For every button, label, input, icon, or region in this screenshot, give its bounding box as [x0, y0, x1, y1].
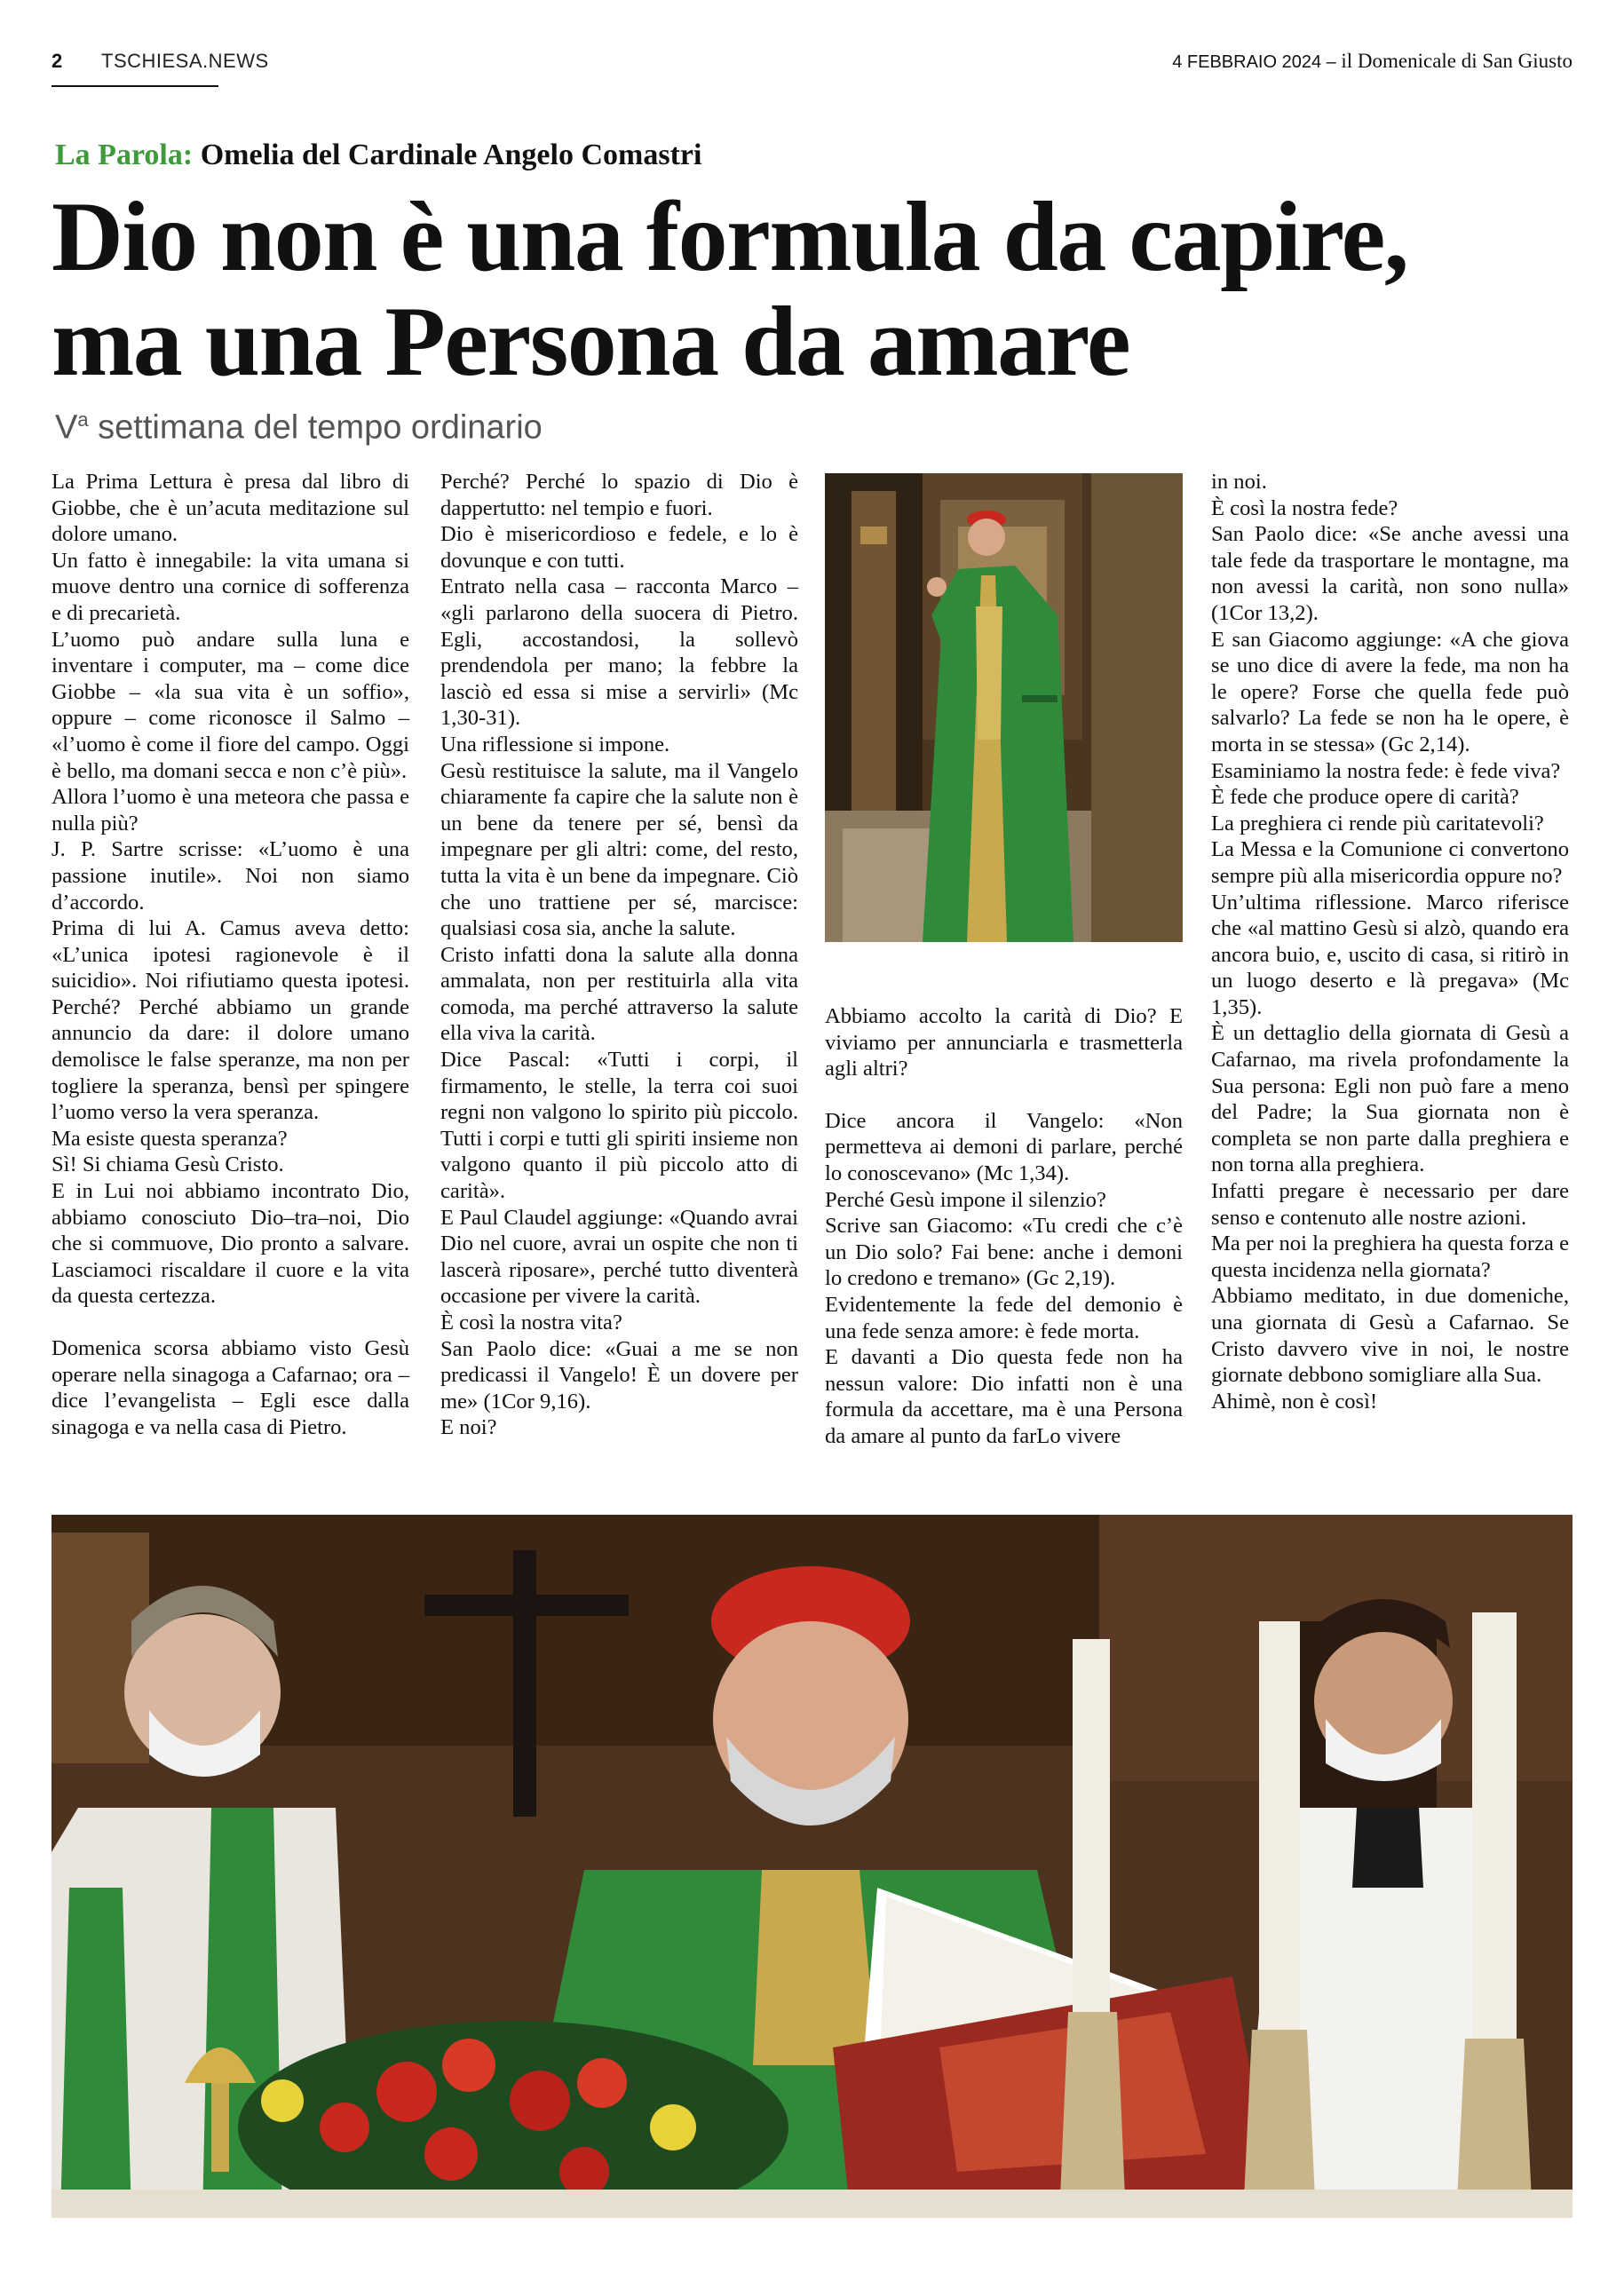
article-paragraph: Gesù restituisce la salute, ma il Vangelo chiaramente fa capire che la salute non è un bene da tenere per sé, bensì da impegnare per gli altri: come, del resto, tutta la vita è un bene da impegnare. Ciò che uno trattiene per sé, marcisce: qualsiasi cosa sia, anche la salute. — [440, 758, 798, 941]
page-number: 2 — [51, 50, 63, 72]
article-paragraph: Prima di lui A. Camus aveva detto: «L’unica ipotesi ragionevole è il suicidio». Noi rifiutiamo questa ipotesi. Perché? Perché abbiamo un grande annuncio da dare: il dolore umano demolisce le false speranze, ma non per togliere la speranza, bensì per spingere l’uomo verso la vera speranza. — [51, 916, 409, 1125]
article-paragraph: San Paolo dice: «Se anche avessi una tale fede da trasportare le montagne, ma non avessi la carità, non sono nulla» (1Cor 13,2). — [1211, 522, 1569, 625]
article-paragraph: La Messa e la Comunione ci convertono sempre più alla misericordia oppure no? — [1211, 837, 1569, 888]
publication-name: il Domenicale di San Giusto — [1341, 50, 1573, 72]
rubric-title: Omelia del Cardinale Angelo Comastri — [200, 139, 702, 171]
article-paragraph: E noi? — [440, 1415, 497, 1440]
article-paragraph: È un dettaglio della giornata di Gesù a Cafarnao, ma rivela profondamente la Sua persona: Egli non può fare a meno del Padre; la Sua giornata non è completa se non parte dalla preghiera e non torna alla preghiera. — [1211, 1021, 1569, 1177]
article-paragraph: È così la nostra fede? — [1211, 495, 1398, 520]
article-paragraph: Domenica scorsa abbiamo visto Gesù operare nella sinagoga a Cafarnao; ora – dice l’evangelista – Egli esce dalla sinagoga e va nella casa di Pietro. — [51, 1336, 409, 1439]
article-paragraph: Ma esiste questa speranza? — [51, 1126, 288, 1151]
article-paragraph: L’uomo può andare sulla luna e inventare i computer, ma – come dice Giobbe – «la sua vita è un soffio», oppure – come riconosce il Salmo – «l’uomo è come il fiore del campo. Oggi è bello, ma domani secca e non c’è più». — [51, 627, 409, 783]
article-paragraph: E in Lui noi abbiamo incontrato Dio, abbiamo conosciuto Dio–tra–noi, Dio che si commuove, Dio pronto a salvare. Lasciamoci riscaldare il cuore e la vita da questa certezza. — [51, 1179, 409, 1309]
article-paragraph: Abbiamo meditato, in due domeniche, una giornata di Gesù a Cafarnao. Se Cristo davvero vive in noi, le nostre giornate debbono somigliare alla Sua. — [1211, 1284, 1569, 1388]
site-name[interactable]: TSCHIESA.NEWS — [101, 50, 269, 72]
article-paragraph: È così la nostra vita? — [440, 1311, 622, 1334]
issue-date-line — [1172, 50, 1573, 73]
paragraph-spacer — [825, 1082, 1183, 1108]
article-paragraph: Un fatto è innegabile: la vita umana si muove dentro una cornice di sofferenza e di precarietà. — [51, 548, 409, 625]
article-paragraph: Entrato nella casa – racconta Marco – «gli parlarono della suocera di Pietro. Egli, accostandosi, la sollevò prendendola per mano; la febbre la lasciò ed essa si mise a servirli» (Mc 1,30-31). — [440, 574, 798, 731]
article-paragraph: Abbiamo accolto la carità di Dio? E viviamo per annunciarla e trasmetterla agli altri? — [825, 1004, 1183, 1081]
paragraph-spacer — [51, 1310, 409, 1335]
article-paragraph: in noi. — [1211, 470, 1267, 494]
article-paragraph: Cristo infatti dona la salute alla donna ammalata, non per restituirla alla vita comoda, ma perché attraverso la salute ella viva la carità. — [440, 942, 798, 1046]
subtitle-prefix: V — [55, 408, 78, 447]
subtitle-text: settimana del tempo ordinario — [88, 408, 543, 447]
subtitle-superscript: a — [77, 408, 89, 431]
article-paragraph: La preghiera ci rende più caritatevoli? — [1211, 811, 1544, 836]
article-column-2 — [440, 469, 798, 1441]
photo-cardinal-blessing — [825, 473, 1183, 942]
headline — [51, 182, 1579, 397]
article-paragraph: Dice Pascal: «Tutti i corpi, il firmamento, le stelle, la terra coi suoi regni non valgono lo spirito più piccolo. Tutti i corpi e tutti gli spiriti insieme non valgono quanto il più piccolo atto di carità». — [440, 1048, 798, 1204]
headline-line-1: Dio non è una formula da capire, — [51, 182, 1408, 292]
article-column-3 — [825, 1003, 1183, 1450]
article-paragraph: Dice ancora il Vangelo: «Non permetteva ai demoni di parlare, perché lo conoscevano» (Mc 1,34). — [825, 1108, 1183, 1185]
article-paragraph: E Paul Claudel aggiunge: «Quando avrai Dio nel cuore, avrai un ospite che non ti lascerà riposare», perché tutto diventerà occasione per vivere la carità. — [440, 1205, 798, 1309]
headline-line-2: ma una Persona da amare — [51, 287, 1130, 397]
issue-date: 4 FEBBRAIO 2024 — [1172, 52, 1322, 72]
header-rule — [51, 85, 218, 87]
subtitle — [55, 408, 543, 447]
article-paragraph: Infatti pregare è necessario per dare senso e contenuto alle nostre azioni. — [1211, 1179, 1569, 1230]
article-kicker — [55, 139, 701, 172]
article-paragraph: Esaminiamo la nostra fede: è fede viva? — [1211, 758, 1561, 783]
article-paragraph: Un’ultima riflessione. Marco riferisce che «al mattino Gesù si alzò, quando era ancora buio, e, uscito di casa, si ritirò in un luogo deserto e là pregava» (Mc 1,35). — [1211, 890, 1569, 1019]
article-paragraph: È fede che produce opere di carità? — [1211, 785, 1519, 810]
article-paragraph: Perché Gesù impone il silenzio? — [825, 1187, 1106, 1212]
article-column-1 — [51, 469, 409, 1440]
article-paragraph: J. P. Sartre scrisse: «L’uomo è una passione inutile». Noi non siamo d’accordo. — [51, 837, 409, 915]
article-paragraph: Scrive san Giacomo: «Tu credi che c’è un Dio solo? Fai bene: anche i demoni lo credono e tremano» (Gc 2,19). — [825, 1214, 1183, 1291]
article-column-4 — [1211, 469, 1569, 1414]
article-paragraph: E san Giacomo aggiunge: «A che giova se uno dice di avere la fede, ma non ha le opere? Forse che quella fede può salvarlo? La fede se non ha le opere, è morta in se stessa» (Gc 2,14). — [1211, 627, 1569, 756]
page-header — [51, 50, 1573, 76]
article-paragraph: E davanti a Dio questa fede non ha nessun valore: Dio infatti non è una formula da accettare, ma è una Persona da amare al punto da farLo vivere — [825, 1345, 1183, 1448]
article-paragraph: Evidentemente la fede del demonio è una fede senza amore: è fede morta. — [825, 1292, 1183, 1343]
article-paragraph: Perché? Perché lo spazio di Dio è dappertutto: nel tempio e fuori. — [440, 470, 798, 520]
article-paragraph: Allora l’uomo è una meteora che passa e nulla più? — [51, 785, 409, 836]
article-paragraph: Ma per noi la preghiera ha questa forza e questa incidenza nella giornata? — [1211, 1232, 1569, 1282]
article-paragraph: Dio è misericordioso e fedele, e lo è dovunque e con tutti. — [440, 522, 798, 573]
article-paragraph: La Prima Lettura è presa dal libro di Giobbe, che è un’acuta meditazione sul dolore umano. — [51, 470, 409, 547]
article-paragraph: Una riflessione si impone. — [440, 732, 670, 756]
article-paragraph: Sì! Si chiama Gesù Cristo. — [51, 1152, 284, 1177]
date-separator: – — [1321, 52, 1342, 72]
rubric-label: La Parola: — [55, 139, 194, 171]
article-paragraph: San Paolo dice: «Guai a me se non predicassi il Vangelo! È un dovere per me» (1Cor 9,16). — [440, 1336, 798, 1414]
photo-cardinal-at-altar — [51, 1515, 1573, 2218]
article-paragraph: Ahimè, non è così! — [1211, 1389, 1378, 1414]
